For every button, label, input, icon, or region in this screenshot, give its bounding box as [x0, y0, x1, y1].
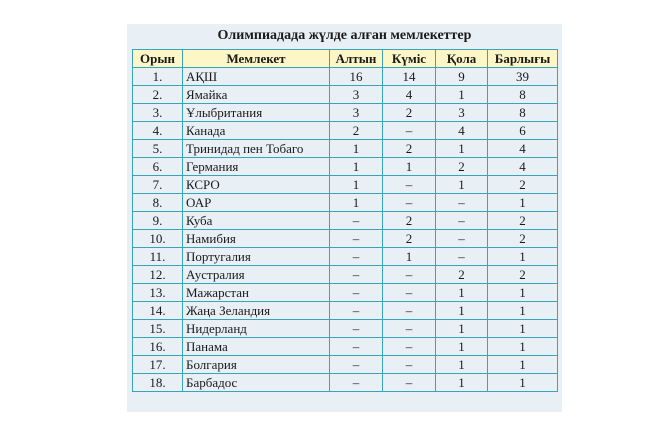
- cell-country: Канада: [183, 122, 330, 140]
- cell-silver: –: [383, 176, 436, 194]
- cell-country: Барбадос: [183, 374, 330, 392]
- cell-total: 4: [488, 158, 558, 176]
- cell-total: 1: [488, 374, 558, 392]
- header-bronze: Қола: [436, 50, 488, 68]
- cell-bronze: 1: [436, 140, 488, 158]
- cell-country: Панама: [183, 338, 330, 356]
- cell-silver: 2: [383, 212, 436, 230]
- cell-total: 39: [488, 68, 558, 86]
- header-gold: Алтын: [330, 50, 383, 68]
- table-row: [133, 338, 558, 356]
- cell-country: ОАР: [183, 194, 330, 212]
- cell-rank: 9.: [133, 212, 183, 230]
- cell-silver: –: [383, 338, 436, 356]
- table-row: [133, 104, 558, 122]
- cell-total: 1: [488, 356, 558, 374]
- cell-bronze: 1: [436, 374, 488, 392]
- cell-country: Германия: [183, 158, 330, 176]
- cell-rank: 8.: [133, 194, 183, 212]
- cell-silver: 14: [383, 68, 436, 86]
- cell-silver: –: [383, 320, 436, 338]
- cell-gold: –: [330, 320, 383, 338]
- cell-silver: –: [383, 122, 436, 140]
- cell-gold: 3: [330, 86, 383, 104]
- header-country: Мемлекет: [183, 50, 330, 68]
- table-row: [133, 140, 558, 158]
- cell-total: 6: [488, 122, 558, 140]
- table-row: [133, 194, 558, 212]
- cell-bronze: 1: [436, 338, 488, 356]
- cell-country: Жаңа Зеландия: [183, 302, 330, 320]
- cell-gold: 2: [330, 122, 383, 140]
- cell-total: 1: [488, 284, 558, 302]
- cell-rank: 6.: [133, 158, 183, 176]
- cell-gold: –: [330, 374, 383, 392]
- table-row: [133, 158, 558, 176]
- cell-country: Ямайка: [183, 86, 330, 104]
- cell-country: Мажарстан: [183, 284, 330, 302]
- cell-total: 2: [488, 266, 558, 284]
- cell-total: 1: [488, 194, 558, 212]
- cell-bronze: –: [436, 248, 488, 266]
- cell-bronze: 4: [436, 122, 488, 140]
- cell-bronze: 2: [436, 158, 488, 176]
- table-row: [133, 86, 558, 104]
- cell-gold: 1: [330, 176, 383, 194]
- cell-rank: 3.: [133, 104, 183, 122]
- table-row: [133, 374, 558, 392]
- cell-gold: –: [330, 266, 383, 284]
- cell-silver: 2: [383, 230, 436, 248]
- cell-rank: 13.: [133, 284, 183, 302]
- cell-rank: 1.: [133, 68, 183, 86]
- cell-gold: –: [330, 284, 383, 302]
- cell-country: КСРО: [183, 176, 330, 194]
- cell-rank: 2.: [133, 86, 183, 104]
- cell-total: 1: [488, 248, 558, 266]
- cell-country: Ұлыбритания: [183, 104, 330, 122]
- cell-gold: 1: [330, 140, 383, 158]
- cell-bronze: 1: [436, 356, 488, 374]
- cell-bronze: 1: [436, 302, 488, 320]
- table-row: [133, 68, 558, 86]
- cell-silver: –: [383, 284, 436, 302]
- cell-gold: 3: [330, 104, 383, 122]
- cell-country: Намибия: [183, 230, 330, 248]
- cell-total: 1: [488, 338, 558, 356]
- cell-rank: 10.: [133, 230, 183, 248]
- cell-gold: –: [330, 248, 383, 266]
- cell-total: 2: [488, 230, 558, 248]
- table-row: [133, 266, 558, 284]
- cell-total: 1: [488, 320, 558, 338]
- cell-rank: 18.: [133, 374, 183, 392]
- cell-gold: –: [330, 230, 383, 248]
- medal-table-panel: [127, 24, 562, 412]
- table-row: [133, 212, 558, 230]
- cell-total: 8: [488, 86, 558, 104]
- cell-country: Нидерланд: [183, 320, 330, 338]
- table-row: [133, 356, 558, 374]
- cell-gold: 1: [330, 194, 383, 212]
- medal-table: [132, 49, 558, 392]
- cell-silver: –: [383, 302, 436, 320]
- cell-bronze: 3: [436, 104, 488, 122]
- cell-silver: 2: [383, 140, 436, 158]
- cell-total: 2: [488, 176, 558, 194]
- cell-rank: 12.: [133, 266, 183, 284]
- cell-gold: 1: [330, 158, 383, 176]
- cell-rank: 14.: [133, 302, 183, 320]
- cell-bronze: –: [436, 212, 488, 230]
- header-rank: Орын: [133, 50, 183, 68]
- cell-rank: 7.: [133, 176, 183, 194]
- table-row: [133, 248, 558, 266]
- cell-bronze: 1: [436, 284, 488, 302]
- cell-silver: 1: [383, 248, 436, 266]
- cell-gold: –: [330, 212, 383, 230]
- cell-silver: 4: [383, 86, 436, 104]
- cell-total: 8: [488, 104, 558, 122]
- cell-bronze: 9: [436, 68, 488, 86]
- cell-silver: 2: [383, 104, 436, 122]
- cell-country: Куба: [183, 212, 330, 230]
- cell-country: Тринидад пен Тобаго: [183, 140, 330, 158]
- cell-country: Португалия: [183, 248, 330, 266]
- table-row: [133, 284, 558, 302]
- cell-bronze: 1: [436, 320, 488, 338]
- cell-country: АҚШ: [183, 68, 330, 86]
- table-row: [133, 302, 558, 320]
- table-row: [133, 122, 558, 140]
- cell-bronze: 1: [436, 176, 488, 194]
- cell-silver: –: [383, 194, 436, 212]
- cell-total: 4: [488, 140, 558, 158]
- table-row: [133, 320, 558, 338]
- header-row: [133, 50, 558, 68]
- table-body: [133, 68, 558, 392]
- cell-gold: –: [330, 338, 383, 356]
- cell-gold: 16: [330, 68, 383, 86]
- cell-silver: –: [383, 356, 436, 374]
- cell-bronze: 1: [436, 86, 488, 104]
- cell-country: Болгария: [183, 356, 330, 374]
- table-row: [133, 176, 558, 194]
- header-silver: Күміс: [383, 50, 436, 68]
- cell-gold: –: [330, 302, 383, 320]
- cell-rank: 17.: [133, 356, 183, 374]
- cell-total: 1: [488, 302, 558, 320]
- cell-silver: 1: [383, 158, 436, 176]
- cell-country: Аустралия: [183, 266, 330, 284]
- cell-bronze: 2: [436, 266, 488, 284]
- cell-rank: 15.: [133, 320, 183, 338]
- cell-silver: –: [383, 266, 436, 284]
- cell-rank: 5.: [133, 140, 183, 158]
- cell-rank: 4.: [133, 122, 183, 140]
- cell-bronze: –: [436, 230, 488, 248]
- cell-silver: –: [383, 374, 436, 392]
- cell-total: 2: [488, 212, 558, 230]
- table-title: Олимпиадада жүлде алған мемлекеттер: [217, 28, 472, 43]
- header-total: Барлығы: [488, 50, 558, 68]
- cell-bronze: –: [436, 194, 488, 212]
- table-row: [133, 230, 558, 248]
- cell-rank: 11.: [133, 248, 183, 266]
- cell-rank: 16.: [133, 338, 183, 356]
- cell-gold: –: [330, 356, 383, 374]
